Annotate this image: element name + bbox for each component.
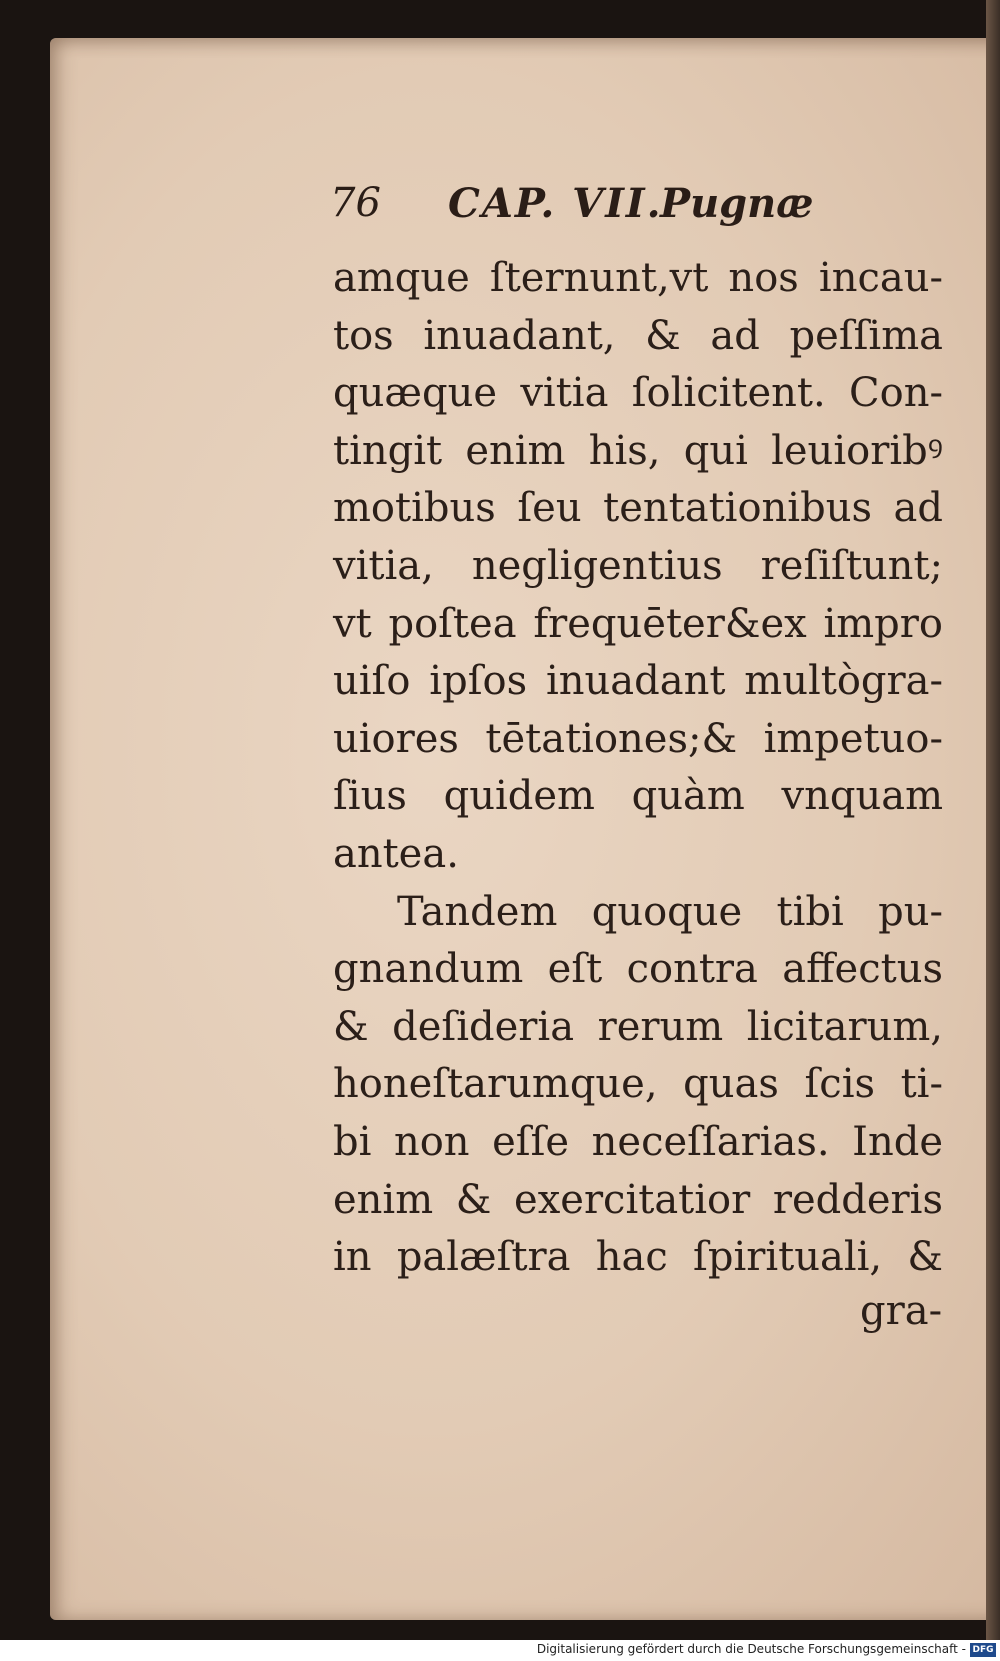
text-line: ſius quidem quàm vnquam xyxy=(333,773,943,820)
text-line: vitia, negligentius reſiſtunt; xyxy=(333,542,943,589)
text-line: uiores tētationes;& impetuo- xyxy=(333,715,943,762)
catchword: gra- xyxy=(860,1288,943,1334)
text-line: in palæſtra hac ſpirituali, & xyxy=(333,1234,943,1281)
text-line: Tandem quoque tibi pu- xyxy=(397,888,943,935)
running-title: Pugnæ xyxy=(660,180,814,227)
chapter-label: CAP. VII. xyxy=(448,180,663,227)
text-line: amque ſternunt,vt nos incau- xyxy=(333,255,943,301)
text-line: antea. xyxy=(333,830,459,877)
text-line: honeſtarumque, quas ſcis ti- xyxy=(333,1061,943,1108)
body-text xyxy=(333,250,943,1287)
footer-bar xyxy=(0,1640,1000,1661)
text-line: uiſo ipſos inuadant multògra- xyxy=(333,658,943,705)
page-edge xyxy=(986,0,1000,1661)
text-line: enim & exercitatior redderis xyxy=(333,1176,943,1223)
running-head xyxy=(330,180,950,240)
funding-credit: Digitalisierung gefördert durch die Deutsche Forschungsgemeinschaft - xyxy=(536,1642,966,1656)
text-line: vt poſtea frequēter&ex impro xyxy=(333,600,943,647)
text-line: tingit enim his, qui leuioribꝰ xyxy=(333,427,943,474)
page-number: 76 xyxy=(330,180,381,226)
text-line: quæque vitia ſolicitent. Con- xyxy=(333,370,943,417)
text-line: tos inuadant, & ad peſſima xyxy=(333,312,943,359)
dfg-logo: DFG xyxy=(970,1643,996,1657)
text-line: & deſideria rerum licitarum, xyxy=(333,1003,943,1050)
text-line: motibus ſeu tentationibus ad xyxy=(333,485,943,532)
text-line: gnandum eſt contra affectus xyxy=(333,946,943,993)
text-line: bi non eſſe neceſſarias. Inde xyxy=(333,1118,943,1165)
